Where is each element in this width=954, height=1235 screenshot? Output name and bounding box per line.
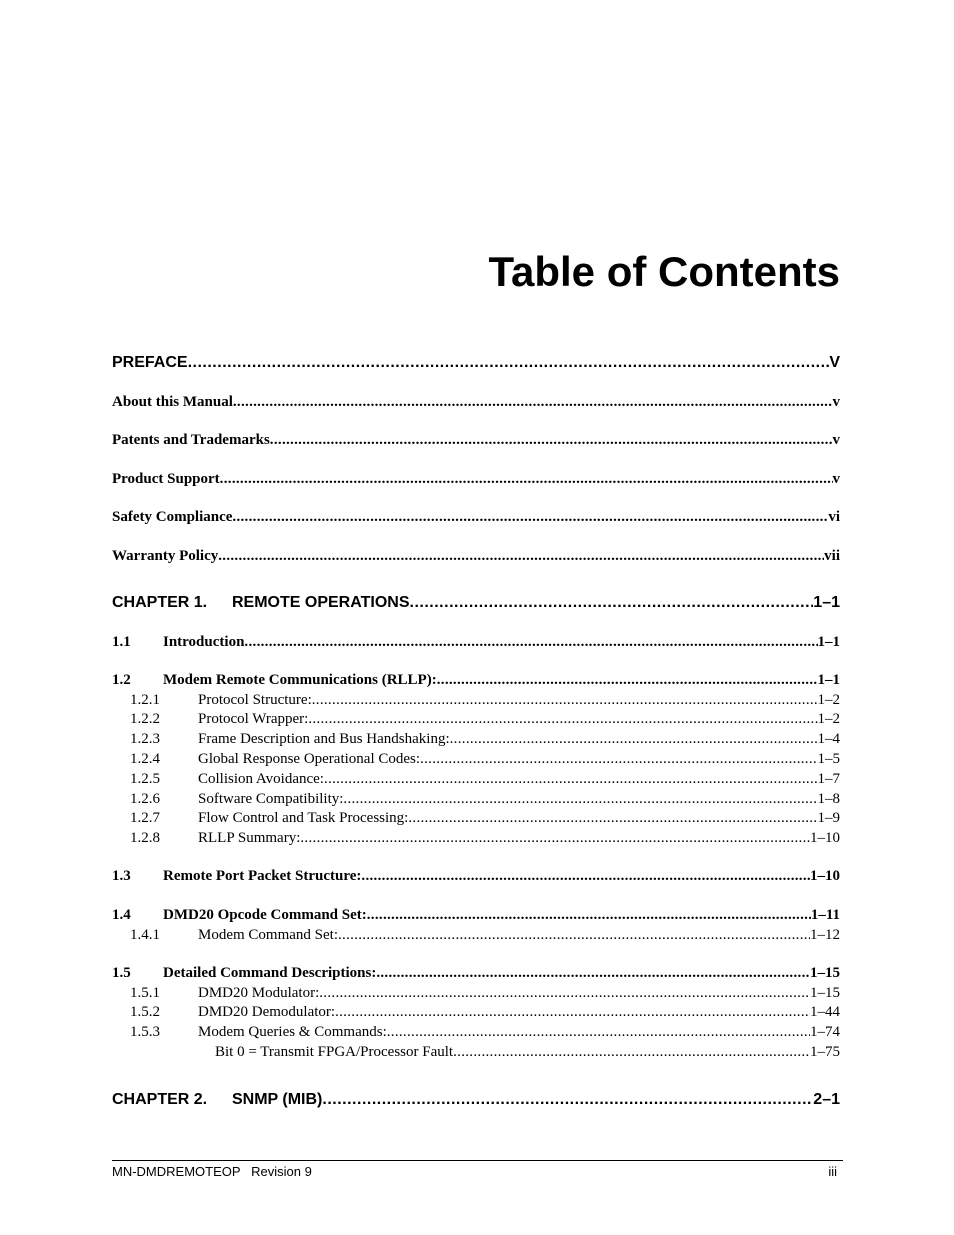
dot-leader <box>361 867 810 886</box>
toc-entry-label: REMOTE OPERATIONS <box>232 594 410 611</box>
dot-leader <box>300 829 810 848</box>
toc-entry-number: 1.2.8 <box>130 830 160 846</box>
dot-leader <box>420 750 817 769</box>
toc-entry-label: DMD20 Demodulator: <box>198 1004 336 1020</box>
toc-entry-label: DMD20 Opcode Command Set: <box>163 907 367 923</box>
toc-entry-number: 1.1 <box>112 634 131 650</box>
toc-entry-number: 1.4.1 <box>130 927 160 943</box>
toc-entry-warranty[interactable] <box>112 547 840 566</box>
toc-entry-number: 1.5.2 <box>130 1004 160 1020</box>
toc-entry-label: SNMP (MIB) <box>232 1091 323 1108</box>
dot-leader <box>244 633 817 652</box>
toc-entry-label: Bit 0 = Transmit FPGA/Processor Fault <box>215 1044 454 1060</box>
toc-entry-label: Remote Port Packet Structure: <box>163 868 362 884</box>
toc-entry-number: 1.2 <box>112 672 131 688</box>
dot-leader <box>218 547 824 566</box>
toc-entry-label: Global Response Operational Codes: <box>198 751 421 767</box>
toc-entry-label: About this Manual <box>112 394 233 410</box>
toc-entry-1-2-1[interactable] <box>130 691 840 710</box>
toc-entry-label: Modem Command Set: <box>198 927 338 943</box>
dot-leader <box>220 470 833 489</box>
toc-entry-1-2-2[interactable] <box>130 710 840 729</box>
toc-entry-page: 1–15 <box>810 965 840 981</box>
dot-leader <box>188 353 830 373</box>
toc-entry-page: 1–9 <box>817 810 840 826</box>
toc-entry-chapter-1[interactable] <box>112 593 840 613</box>
toc-entry-page: 1–10 <box>810 830 840 846</box>
dot-leader <box>408 809 817 828</box>
toc-entry-label: Collision Avoidance: <box>198 771 324 787</box>
toc-entry-page: V <box>829 354 840 371</box>
dot-leader <box>322 1090 813 1110</box>
toc-entry-label: Modem Queries & Commands: <box>198 1024 387 1040</box>
toc-entry-label: Detailed Command Descriptions: <box>163 965 377 981</box>
toc-entry-bit0[interactable] <box>215 1043 840 1062</box>
toc-entry-label: Flow Control and Task Processing: <box>198 810 409 826</box>
toc-entry-page: 1–11 <box>810 907 840 923</box>
toc-entry-number: 1.2.2 <box>130 711 160 727</box>
toc-entry-number: 1.4 <box>112 907 131 923</box>
toc-entry-page: 1–74 <box>810 1024 840 1040</box>
toc-entry-1-5-3[interactable] <box>130 1023 840 1042</box>
toc-entry-page: 1–1 <box>813 594 840 611</box>
toc-entry-label: Protocol Wrapper: <box>198 711 309 727</box>
page-title: Table of Contents <box>488 248 840 295</box>
footer-rule <box>112 1160 843 1161</box>
toc-entry-number: 1.5 <box>112 965 131 981</box>
dot-leader <box>387 1023 810 1042</box>
toc-entry-1-2-5[interactable] <box>130 770 840 789</box>
dot-leader <box>437 671 818 690</box>
dot-leader <box>232 508 828 527</box>
toc-entry-1-3[interactable] <box>112 867 840 886</box>
toc-entry-page: vii <box>824 548 840 564</box>
footer-document-id: MN-DMDREMOTEOP Revision 9 <box>112 1164 312 1179</box>
dot-leader <box>343 790 817 809</box>
toc-entry-label: Frame Description and Bus Handshaking: <box>198 731 450 747</box>
toc-entry-page: 1–1 <box>817 672 840 688</box>
toc-entry-1-4-1[interactable] <box>130 926 840 945</box>
toc-entry-1-2-6[interactable] <box>130 790 840 809</box>
toc-entry-label: DMD20 Modulator: <box>198 985 320 1001</box>
toc-entry-safety[interactable] <box>112 508 840 527</box>
toc-entry-page: 1–2 <box>817 711 840 727</box>
toc-entry-label: Safety Compliance <box>112 509 233 525</box>
dot-leader <box>270 431 833 450</box>
toc-entry-label: Warranty Policy <box>112 548 219 564</box>
dot-leader <box>319 984 810 1003</box>
toc-entry-page: 1–12 <box>810 927 840 943</box>
toc-entry-number: 1.2.7 <box>130 810 160 826</box>
toc-entry-chapter-2[interactable] <box>112 1090 840 1110</box>
toc-entry-number: 1.2.1 <box>130 692 160 708</box>
toc-entry-about[interactable] <box>112 393 840 412</box>
toc-entry-page: 1–8 <box>817 791 840 807</box>
toc-entry-label: Protocol Structure: <box>198 692 312 708</box>
dot-leader <box>308 710 817 729</box>
toc-entry-number: CHAPTER 2. <box>112 1091 208 1108</box>
toc-entry-number: 1.2.3 <box>130 731 160 747</box>
toc-entry-page: v <box>832 432 840 448</box>
toc-entry-label: RLLP Summary: <box>198 830 301 846</box>
dot-leader <box>376 964 810 983</box>
toc-entry-number: 1.2.6 <box>130 791 160 807</box>
toc-entry-number: 1.2.4 <box>130 751 160 767</box>
toc-entry-1-2-7[interactable] <box>130 809 840 828</box>
toc-entry-page: 1–15 <box>810 985 840 1001</box>
toc-entry-1-1[interactable] <box>112 633 840 652</box>
dot-leader <box>450 730 818 749</box>
toc-entry-page: 1–2 <box>817 692 840 708</box>
toc-entry-1-5-1[interactable] <box>130 984 840 1003</box>
dot-leader <box>335 1003 810 1022</box>
toc-entry-1-2[interactable] <box>112 671 840 690</box>
dot-leader <box>410 593 814 613</box>
dot-leader <box>233 393 833 412</box>
toc-entry-number: 1.5.1 <box>130 985 160 1001</box>
dot-leader <box>453 1043 810 1062</box>
toc-entry-label: Modem Remote Communications (RLLP): <box>163 672 437 688</box>
toc-entry-label: Introduction <box>163 634 245 650</box>
toc-entry-1-2-4[interactable] <box>130 750 840 769</box>
toc-entry-1-4[interactable] <box>112 906 840 925</box>
footer-page-number: iii <box>828 1164 837 1179</box>
toc-entry-page: 2–1 <box>813 1091 840 1108</box>
toc-entry-page: 1–44 <box>810 1004 840 1020</box>
toc-entry-support[interactable] <box>112 470 840 489</box>
toc-entry-label: Software Compatibility: <box>198 791 344 807</box>
toc-entry-page: v <box>832 471 840 487</box>
dot-leader <box>312 691 818 710</box>
toc-entry-number: 1.5.3 <box>130 1024 160 1040</box>
toc-entry-page: 1–1 <box>817 634 840 650</box>
dot-leader <box>338 926 810 945</box>
toc-entry-page: vi <box>828 509 840 525</box>
toc-entry-number: 1.2.5 <box>130 771 160 787</box>
dot-leader <box>324 770 818 789</box>
toc-entry-1-2-3[interactable] <box>130 730 840 749</box>
toc-entry-1-5[interactable] <box>112 964 840 983</box>
toc-entry-preface[interactable] <box>112 353 840 373</box>
toc-entry-label: Patents and Trademarks <box>112 432 270 448</box>
toc-entry-label: Product Support <box>112 471 220 487</box>
toc-entry-number: 1.3 <box>112 868 131 884</box>
toc-entry-page: 1–75 <box>810 1044 840 1060</box>
toc-entry-1-5-2[interactable] <box>130 1003 840 1022</box>
toc-entry-label: PREFACE <box>112 354 188 371</box>
toc-entry-page: v <box>832 394 840 410</box>
toc-entry-1-2-8[interactable] <box>130 829 840 848</box>
toc-entry-page: 1–5 <box>817 751 840 767</box>
toc-entry-page: 1–10 <box>810 868 840 884</box>
dot-leader <box>367 906 811 925</box>
toc-entry-patents[interactable] <box>112 431 840 450</box>
toc-entry-page: 1–7 <box>817 771 840 787</box>
toc-entry-page: 1–4 <box>817 731 840 747</box>
toc-entry-number: CHAPTER 1. <box>112 594 208 611</box>
